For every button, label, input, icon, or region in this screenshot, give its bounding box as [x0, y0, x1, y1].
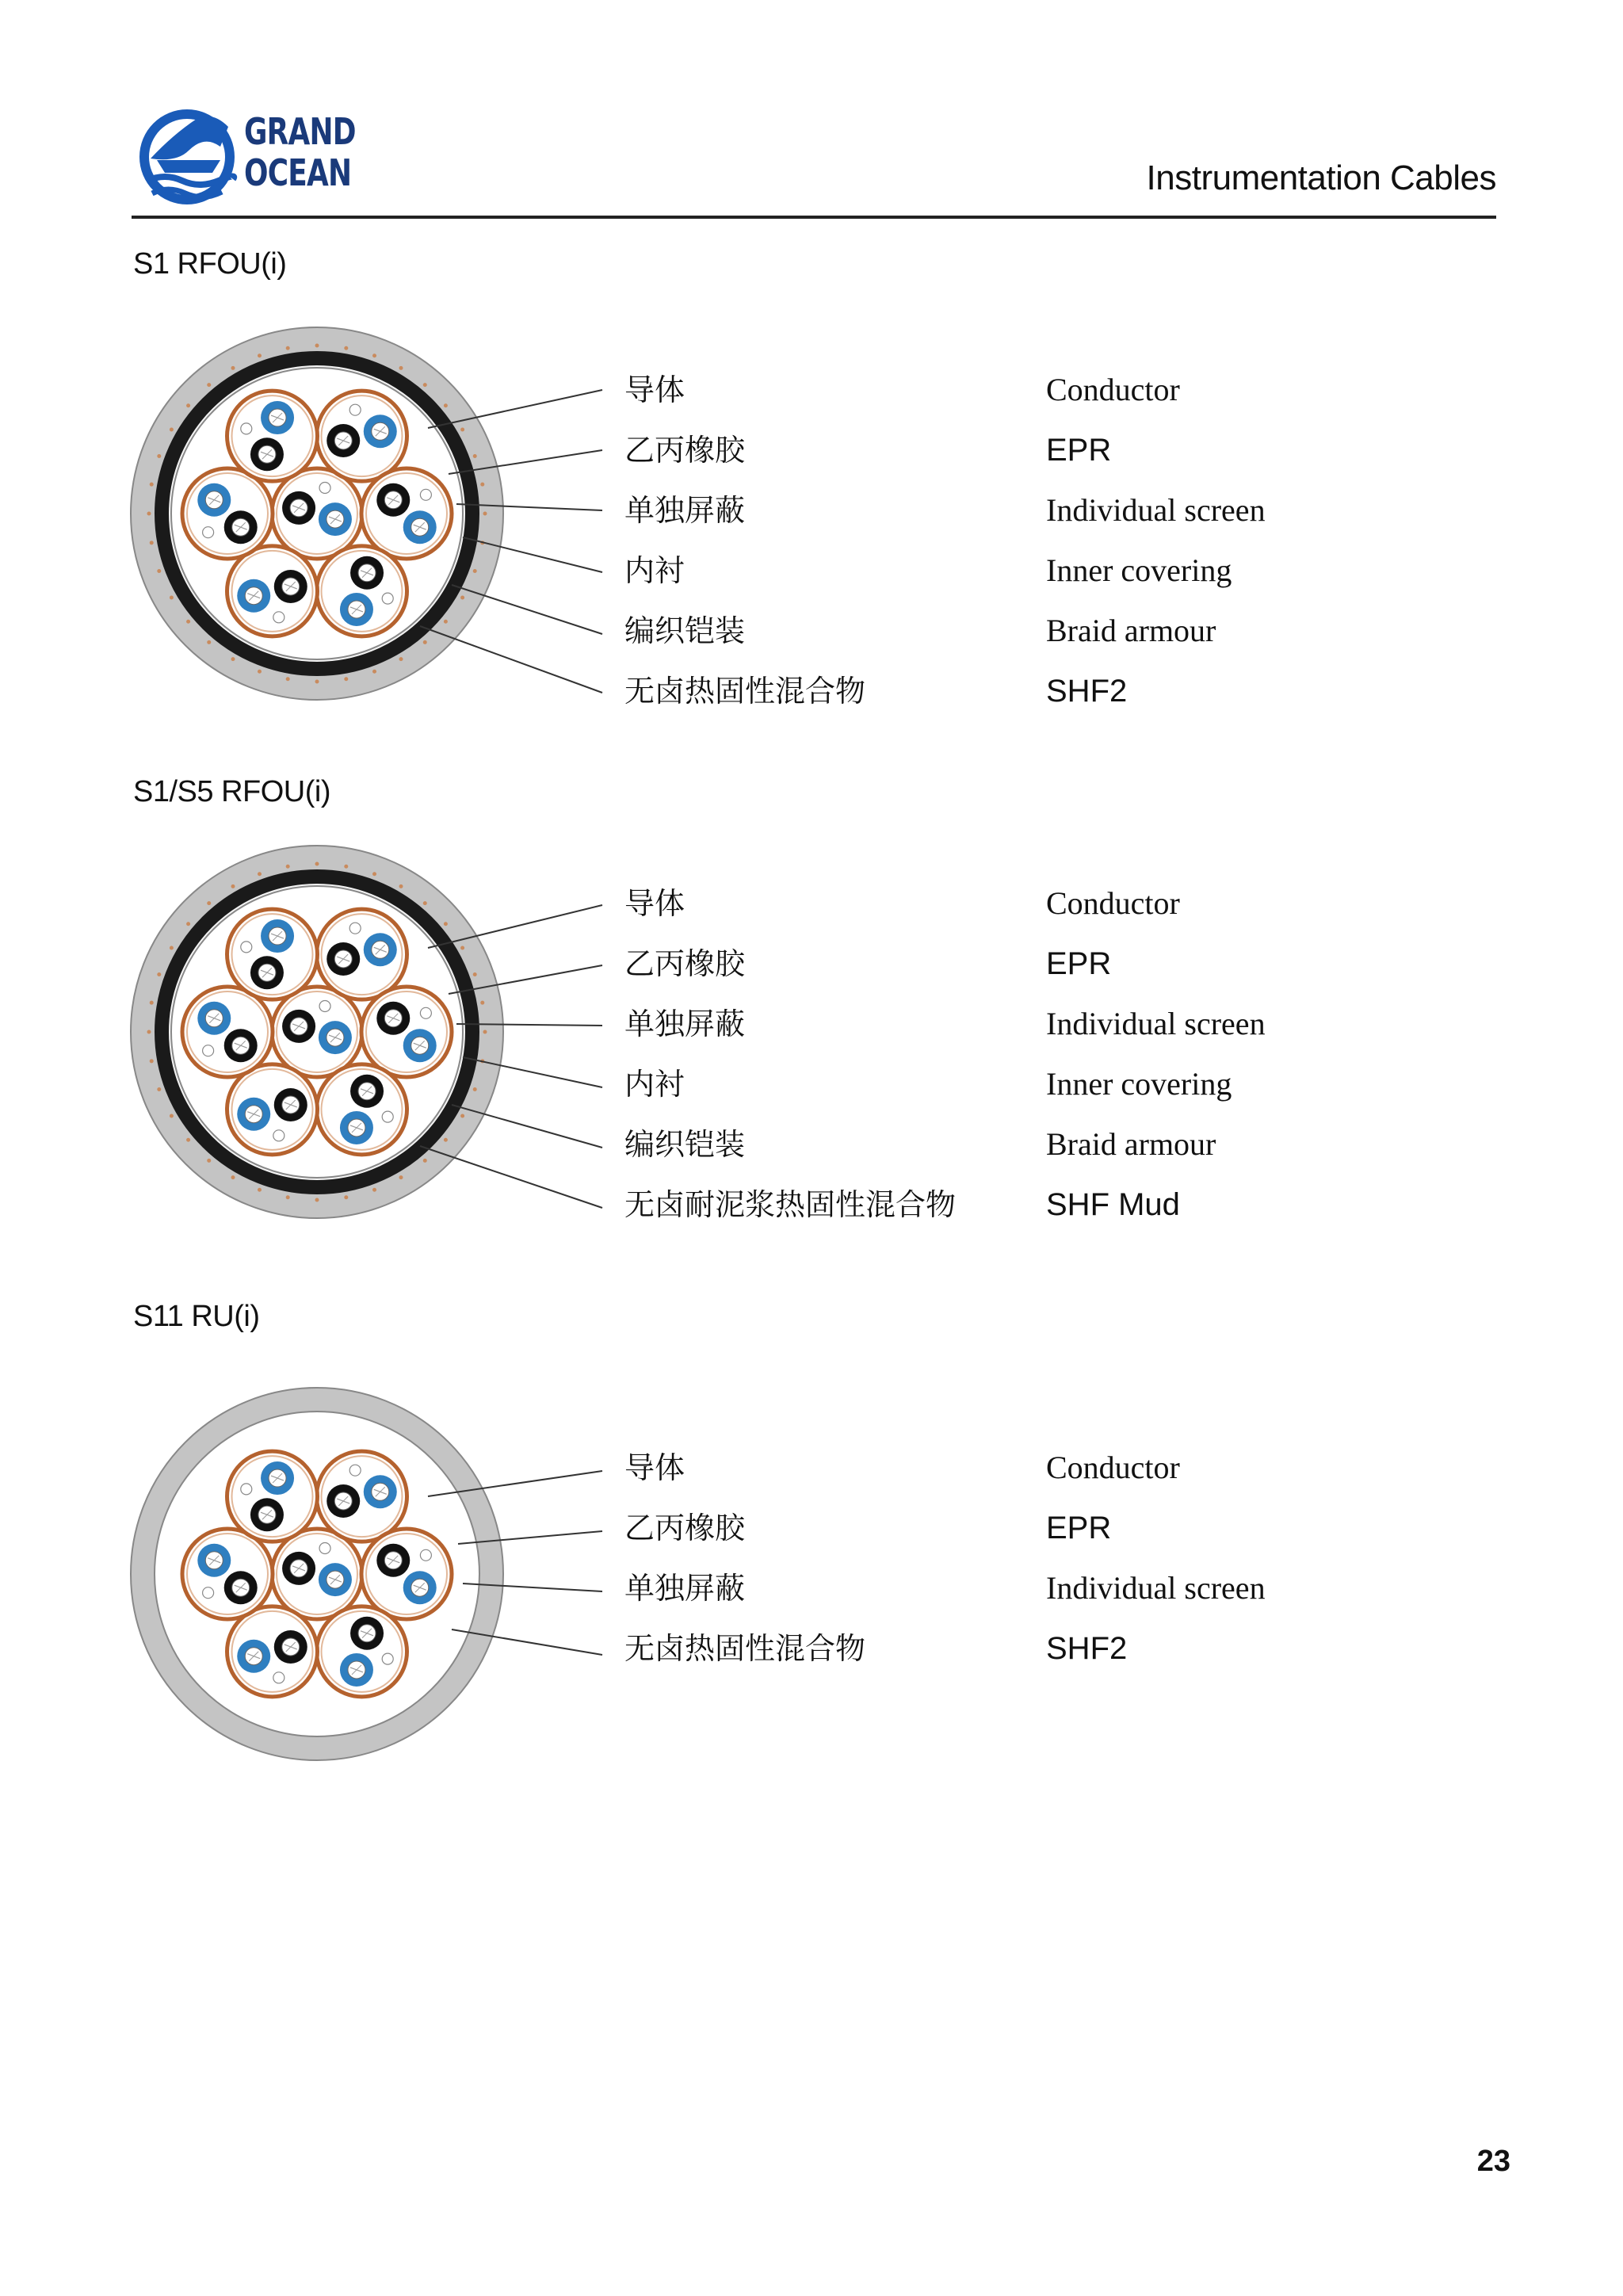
cable-cross-section-s1-s5-rfou — [127, 842, 507, 1222]
pair-group — [182, 987, 273, 1077]
pair-group — [317, 909, 407, 999]
section-title-2: S1/S5 RFOU(i) — [133, 775, 330, 808]
individual-screen — [361, 1529, 452, 1619]
label-en-conductor: Conductor — [1046, 372, 1180, 407]
label-cn-sheath: 无卤耐泥浆热固性混合物 — [624, 1187, 957, 1222]
label-cn-conductor: 导体 — [624, 1450, 685, 1485]
individual-screen — [361, 987, 452, 1077]
pair-group — [272, 987, 362, 1077]
label-en-conductor: Conductor — [1046, 1450, 1180, 1485]
pair-group — [272, 1529, 362, 1619]
label-cn-braid-armour: 编织铠装 — [624, 1127, 746, 1162]
label-en-epr: EPR — [1046, 946, 1112, 981]
brand-line-1: GRAND — [244, 110, 356, 153]
pair-group — [227, 1064, 318, 1155]
label-cn-epr: 乙丙橡胶 — [624, 946, 746, 981]
label-en-inner-covering: Inner covering — [1046, 1066, 1232, 1102]
label-en-individual-screen: Individual screen — [1046, 1006, 1266, 1041]
label-en-individual-screen: Individual screen — [1046, 1570, 1266, 1606]
label-en-epr: EPR — [1046, 1511, 1112, 1545]
section-title-1: S1 RFOU(i) — [133, 247, 287, 281]
label-cn-epr: 乙丙橡胶 — [624, 1511, 746, 1545]
pair-group — [361, 1529, 452, 1619]
pair-group — [317, 1606, 407, 1697]
label-cn-inner-covering: 内衬 — [624, 553, 685, 588]
label-en-braid-armour: Braid armour — [1046, 613, 1216, 648]
pair-group — [227, 1606, 318, 1697]
pair-group — [272, 468, 362, 559]
label-en-braid-armour: Braid armour — [1046, 1126, 1216, 1162]
brand-name — [244, 111, 356, 193]
label-en-sheath: SHF2 — [1046, 1631, 1128, 1666]
pair-group — [361, 468, 452, 559]
pair-group — [317, 1451, 407, 1541]
label-cn-individual-screen: 单独屏蔽 — [624, 1571, 746, 1606]
pair-group — [317, 391, 407, 481]
pair-group — [361, 987, 452, 1077]
label-en-individual-screen: Individual screen — [1046, 492, 1266, 528]
pair-group — [227, 909, 318, 999]
pair-group — [182, 1529, 273, 1619]
label-en-sheath: SHF Mud — [1046, 1187, 1180, 1222]
label-cn-sheath: 无卤热固性混合物 — [624, 674, 866, 709]
cable-cross-section-s1-rfou — [127, 323, 507, 704]
label-en-epr: EPR — [1046, 433, 1112, 468]
label-en-inner-covering: Inner covering — [1046, 552, 1232, 588]
pair-group — [227, 1451, 318, 1541]
label-cn-individual-screen: 单独屏蔽 — [624, 1007, 746, 1041]
pair-group — [182, 468, 273, 559]
individual-screen — [182, 987, 273, 1077]
individual-screen — [182, 468, 273, 559]
page-number: 23 — [1476, 2145, 1510, 2178]
individual-screen — [361, 468, 452, 559]
label-cn-sheath: 无卤热固性混合物 — [624, 1631, 866, 1666]
pair-group — [227, 546, 318, 636]
cable-cross-section-s11-ru — [127, 1384, 507, 1764]
label-cn-inner-covering: 内衬 — [624, 1067, 685, 1102]
label-cn-epr: 乙丙橡胶 — [624, 433, 746, 468]
header-divider — [132, 216, 1496, 219]
header-title: Instrumentation Cables — [1146, 159, 1496, 197]
label-cn-conductor: 导体 — [624, 372, 685, 407]
pair-group — [227, 391, 318, 481]
label-cn-conductor: 导体 — [624, 886, 685, 921]
label-en-conductor: Conductor — [1046, 885, 1180, 921]
label-en-sheath: SHF2 — [1046, 674, 1128, 709]
pair-group — [317, 546, 407, 636]
section-title-3: S11 RU(i) — [133, 1300, 260, 1333]
label-cn-individual-screen: 单独屏蔽 — [624, 493, 746, 528]
pair-group — [317, 1064, 407, 1155]
label-cn-braid-armour: 编织铠装 — [624, 613, 746, 648]
individual-screen — [182, 1529, 273, 1619]
brand-line-2: OCEAN — [244, 151, 352, 194]
